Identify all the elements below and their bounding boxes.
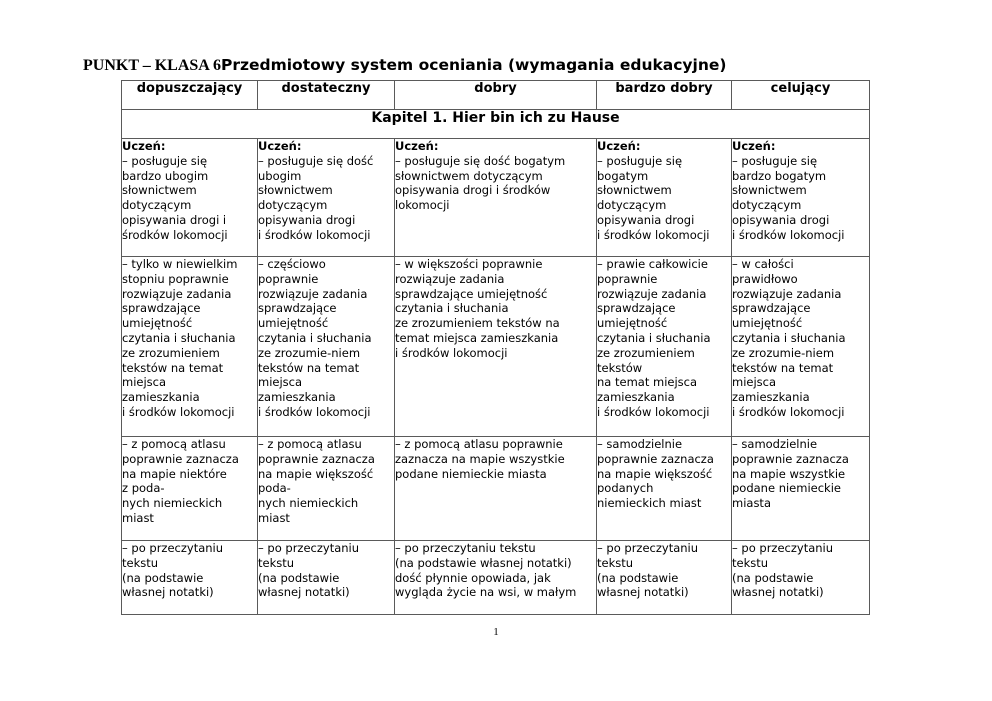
table-row	[122, 257, 870, 437]
column-header-dobry: dobry	[395, 81, 597, 110]
cell-text: – z pomocą atlasu poprawnie zaznacza na mapie niektóre z poda- nych niemieckich miast	[122, 437, 239, 525]
cell-text: – posługuje się bardzo ubogim słownictwem dotyczącym opisywania drogi i środków lokomocji	[122, 153, 228, 242]
cell-text: – po przeczytaniu tekstu (na podstawie własnej notatki)	[258, 541, 360, 600]
cell-text: – po przeczytaniu tekstu (na podstawie własnej notatki)	[597, 541, 699, 600]
page-number: 1	[493, 626, 499, 638]
cell-text: – po przeczytaniu tekstu (na podstawie własnej notatki)	[122, 541, 224, 600]
cell-text: – samodzielnie poprawnie zaznacza na mapie większość podanych niemieckich miast	[597, 437, 714, 511]
table-cell	[258, 437, 395, 541]
cell-text: – z pomocą atlasu poprawnie zaznacza na mapie większość poda- nych niemieckich miast	[258, 437, 375, 525]
chapter-row	[122, 110, 870, 139]
cell-text: – tylko w niewielkim stopniu poprawnie rozwiązuje zadania sprawdzające umiejętność czytania i słuchania ze zrozumieniem tekstów na temat miejsca zamieszkania i środków lokomocji	[122, 257, 238, 419]
cell-lead: Uczeń:	[258, 139, 302, 153]
cell-text: – z pomocą atlasu poprawnie zaznacza na mapie wszystkie podane niemieckie miasta	[395, 437, 565, 481]
table-cell	[122, 541, 258, 615]
table-cell	[732, 257, 870, 437]
table-cell	[597, 257, 732, 437]
cell-text: – po przeczytaniu tekstu (na podstawie własnej notatki)	[732, 541, 834, 600]
table-cell	[732, 541, 870, 615]
requirements-table	[121, 80, 870, 615]
table-cell	[395, 139, 597, 257]
cell-text: – posługuje się dość ubogim słownictwem dotyczącym opisywania drogi i środków lokomocji	[258, 153, 374, 242]
cell-lead: Uczeń:	[395, 139, 439, 153]
table-row	[122, 437, 870, 541]
cell-text: – w większości poprawnie rozwiązuje zadania sprawdzające umiejętność czytania i słuchania ze zrozumieniem tekstów na temat miejsca zamieszkania i środków lokomocji	[395, 257, 560, 360]
table-cell	[395, 257, 597, 437]
cell-lead: Uczeń:	[597, 139, 641, 153]
cell-text: – posługuje się bogatym słownictwem dotyczącym opisywania drogi i środków lokomocji	[597, 153, 710, 242]
cell-text: – prawie całkowicie poprawnie rozwiązuje zadania sprawdzające umiejętność czytania i słuchania ze zrozumieniem tekstów na temat miejsca zamieszkania i środków lokomocji	[597, 257, 711, 419]
cell-text: – po przeczytaniu tekstu (na podstawie własnej notatki) dość płynnie opowiada, jak wygląda życie na wsi, w małym	[395, 541, 577, 600]
cell-text: – samodzielnie poprawnie zaznacza na mapie wszystkie podane niemieckie miasta	[732, 437, 849, 511]
column-header-dostateczny: dostateczny	[258, 81, 395, 110]
header-row	[122, 81, 870, 110]
table-cell	[258, 257, 395, 437]
column-header-dopuszczajacy: dopuszczający	[122, 81, 258, 110]
table-cell	[597, 139, 732, 257]
table-cell	[122, 437, 258, 541]
table-cell	[597, 541, 732, 615]
table-cell	[258, 139, 395, 257]
table-cell	[732, 437, 870, 541]
table-cell	[258, 541, 395, 615]
page-heading	[83, 55, 726, 75]
table-cell	[395, 437, 597, 541]
cell-text: – posługuje się bardzo bogatym słownictwem dotyczącym opisywania drogi i środków lokomocji	[732, 153, 845, 242]
table-row	[122, 139, 870, 257]
column-header-bardzo-dobry: bardzo dobry	[597, 81, 732, 110]
cell-text: – częściowo poprawnie rozwiązuje zadania sprawdzające umiejętność czytania i słuchania ze zrozumie-niem tekstów na temat miejsca zamieszkania i środków lokomocji	[258, 257, 372, 419]
cell-lead: Uczeń:	[732, 139, 776, 153]
table-cell	[597, 437, 732, 541]
table-cell	[395, 541, 597, 615]
cell-lead: Uczeń:	[122, 139, 166, 153]
table-cell	[122, 139, 258, 257]
page-title: Przedmiotowy system oceniania (wymagania edukacyjne)	[220, 56, 727, 74]
cell-text: – w całości prawidłowo rozwiązuje zadania sprawdzające umiejętność czytania i słuchania ze zrozumie-niem tekstów na temat miejsca zamieszkania i środków lokomocji	[732, 257, 846, 419]
column-header-celujacy: celujący	[732, 81, 870, 110]
table-row	[122, 541, 870, 615]
table-cell	[732, 139, 870, 257]
cell-text: – posługuje się dość bogatym słownictwem dotyczącym opisywania drogi i środków lokomocji	[395, 153, 566, 213]
heading-prefix: PUNKT – KLASA 6	[83, 57, 221, 74]
chapter-title: Kapitel 1. Hier bin ich zu Hause	[122, 110, 870, 139]
table-cell	[122, 257, 258, 437]
